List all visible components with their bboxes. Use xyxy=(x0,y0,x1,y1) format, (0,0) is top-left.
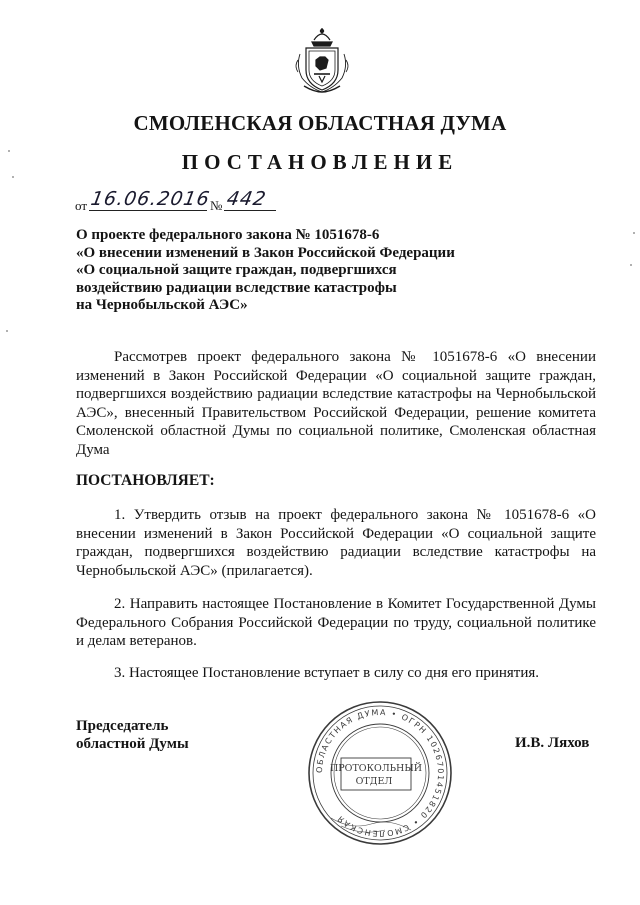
scan-speck xyxy=(633,232,635,234)
signatory-title xyxy=(76,717,189,753)
stamp-ring-text: ОБЛАСТНАЯ ДУМА • ОГРН 1026701451820 • СМОЛЕНСКАЯ xyxy=(314,707,446,839)
organization-title: СМОЛЕНСКАЯ ОБЛАСТНАЯ ДУМА xyxy=(133,111,507,135)
stamp-center-line-1: ПРОТОКОЛЬНЫЙ xyxy=(330,763,422,774)
official-stamp xyxy=(301,698,459,848)
handwritten-date: 16.06.2016 xyxy=(89,188,212,210)
resolves-heading: ПОСТАНОВЛЯЕТ: xyxy=(76,472,215,489)
subject-line: О проекте федерального закона № 1051678-6 xyxy=(76,227,380,243)
resolution-item-2: 2. Направить настоящее Постановление в Комитет Государственной Думы Федерального Собрания Российской Федерации по труду, социальной политике и делам ветеранов. xyxy=(76,596,596,649)
scan-speck xyxy=(12,176,14,178)
stamp-center-line-2: ОТДЕЛ xyxy=(355,776,393,787)
scan-speck xyxy=(630,264,632,266)
subject-line: на Чернобыльской АЭС» xyxy=(76,297,248,313)
document-type-title: ПОСТАНОВЛЕНИЕ xyxy=(181,150,459,174)
subject-line: воздействию радиации вследствие катастрофы xyxy=(76,279,397,296)
signatory-title-line: областной Думы xyxy=(76,736,189,752)
scan-speck xyxy=(8,150,10,152)
subject-line: «О социальной защите граждан, подвергшихся xyxy=(76,262,397,278)
number-underline xyxy=(224,210,276,211)
date-number-line xyxy=(75,188,375,216)
document-subject xyxy=(76,227,496,315)
resolution-item-1: 1. Утвердить отзыв на проект федерального закона № 1051678-6 «О внесении изменений в Закон Российской Федерации «О социальной защите граждан, подвергшихся воздействию радиации вследствие катастрофы на Чернобыльской АЭС» (прилагается). xyxy=(76,507,596,579)
signatory-name: И.В. Ляхов xyxy=(515,735,590,751)
preamble-paragraph: Рассмотрев проект федерального закона № 1051678-6 «О внесении изменений в Закон Российской Федерации «О социальной защите граждан, подвергшихся воздействию радиации вследствие катастрофы на Чернобыльской АЭС», внесенный Правительством Российской Федерации, решение комитета Смоленской областной Думы по социальной политике, Смоленская областная Дума xyxy=(76,349,596,458)
handwritten-number: 442 xyxy=(225,188,269,210)
number-label: № xyxy=(210,198,223,213)
signatory-title-line: Председатель xyxy=(76,718,169,734)
date-underline xyxy=(89,210,207,211)
date-from-label: от xyxy=(75,198,88,213)
resolution-item-3: 3. Настоящее Постановление вступает в силу со дня его принятия. xyxy=(114,665,540,681)
subject-line: «О внесении изменений в Закон Российской Федерации xyxy=(76,244,455,261)
smolensk-coat-of-arms-icon xyxy=(292,26,352,94)
scan-speck xyxy=(6,330,8,332)
